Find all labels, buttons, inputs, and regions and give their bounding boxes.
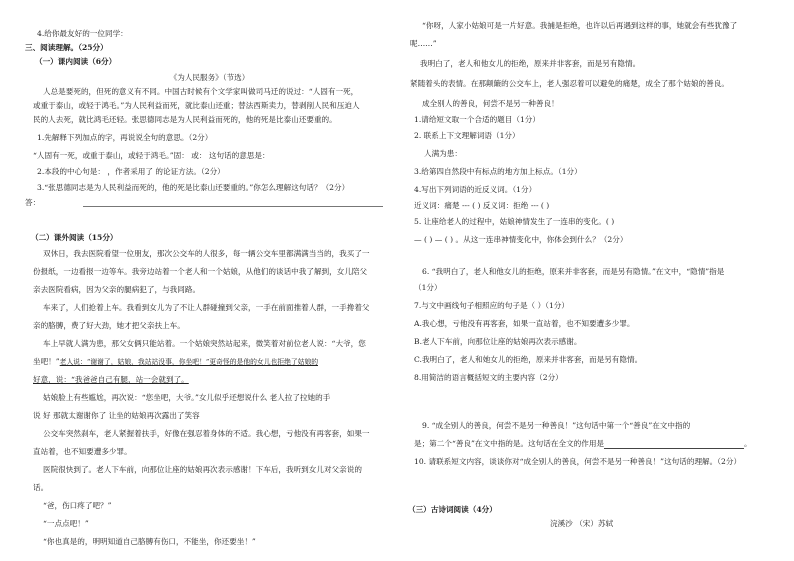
question-line: 近义词：痛楚 --- ( ) 反义词：拒绝 --- ( ) xyxy=(414,201,550,210)
passage-line: 车来了，人们抢着上车。我看到女儿为了不让人群碰撞到父亲，一手在前面推着人群，一手搀着父 xyxy=(43,303,370,312)
answer-line xyxy=(83,206,383,207)
question-item: 4.给你最友好的一位同学： xyxy=(37,29,128,38)
passage-line: 话。 xyxy=(33,483,49,492)
passage-line: 公交车突然刹车，老人紧握着扶手，好像在强忍着身体的不适。我心想，亏他没有再客套，如果一 xyxy=(43,429,370,438)
option-a: A.我心想，亏他没有再客套，如果一直站着，也不知要遭多少罪。 xyxy=(414,319,635,328)
underlined-sentence: 好意，说：“我爸爸自己有腿，站一会就到了。 xyxy=(33,375,189,384)
subsection-heading: （三）古诗词阅读（4分） xyxy=(408,505,497,514)
question-item: 7.与文中画线句子相照应的句子是（ ）（1分） xyxy=(414,301,569,310)
question-item: 3.“张思德同志是为人民利益而死的，他的死是比泰山还要重的。”你怎么理解这句话？（2分） xyxy=(37,183,350,192)
question-item: 1.先解释下列加点的字，再说说全句的意思。（2分） xyxy=(37,133,213,142)
passage-text: 坐吧！” xyxy=(33,357,60,366)
passage-line: 成全别人的善良，何尝不是另一种善良！ xyxy=(422,99,559,108)
dialogue-line: “一点点吧！” xyxy=(43,519,89,528)
question-item: 2.本段的中心句是： ，作者采用了 的论证方法。（2分） xyxy=(37,167,225,176)
question-item: 10. 请联系短文内容，谈谈你对“成全别人的善良，何尝不是另一种善良！”这句话的理解。（2分） xyxy=(414,457,742,466)
passage-line xyxy=(33,356,318,367)
question-line: 人满为患： xyxy=(424,149,462,158)
passage-line: 民的人去死，就比鸿毛还轻。张思德同志是为人民利益而死的，他的死是比泰山还要重的。 xyxy=(33,115,337,124)
passage-line: 医院很快到了。老人下车前，向那位让座的姑娘再次表示感谢！下车后，我听到女儿对父亲说的 xyxy=(43,465,362,474)
passage-line: 姑娘脸上有些尴尬，再次说：“您坐吧，大爷。”女儿似乎还想说什么 老人拉了拉她的手 xyxy=(43,393,331,402)
passage-line: 亲的胳膊，费了好大劲，她才把父亲扶上车。 xyxy=(33,321,185,330)
passage-line: 人总是要死的，但死的意义有不同。中国古时候有个文学家叫做司马迁的说过：“人固有一死， xyxy=(43,87,359,96)
passage-line: 直站着，也不知要遭多少罪。 xyxy=(33,447,132,456)
question-line: “人固有一死，或重于泰山，或轻于鸿毛。”固： 或： 这句话的意思是： xyxy=(33,151,270,160)
question-line: — ( ) — ( ) 。从这一连串神情变化中，你体会到什么？（2分） xyxy=(414,235,628,244)
passage-line: “你呀，人家小姑娘可是一片好意。我捕是拒绝，也许以后再遇到这样的事，她就会有些犹豫了 xyxy=(422,21,738,30)
passage-line: 我明白了，老人和他女儿的拒绝，原来并非客套，而是另有隐情。 xyxy=(420,59,641,68)
option-c: C.我明白了，老人和她女儿的拒绝，原来并非客套，而是另有隐情。 xyxy=(414,355,643,364)
section-heading: 三、阅读理解。（25分） xyxy=(25,43,108,52)
question-item: 3.给第四自然段中有标点的地方加上标点。（1分） xyxy=(414,167,582,176)
passage-title: 《为人民服务》（节选） xyxy=(169,73,250,82)
passage-line: 紧随着头的表情。在那颠簸的公交车上，老人强忍着可以避免的痛楚，成全了那个姑娘的善良。 xyxy=(410,79,729,88)
underlined-sentence: 老人说：“谢谢了，姑娘，我站站没事，你坐吧！”更奇怪的是他的女儿也拒绝了姑娘的 xyxy=(59,358,319,366)
subsection-heading: （二）课外阅读（15分） xyxy=(31,233,118,242)
option-b: B.老人下车前，向那位让座的姑娘再次表示感谢。 xyxy=(414,337,582,346)
question-item: 9. “成全别人的善良，何尝不是另一种善良！”这句话中第一个“善良”在文中指的 xyxy=(422,421,691,430)
passage-line: 车上早就人满为患，那父女俩只能站着。一个姑娘突然站起来，微笑着对前位老人说：“大爷，您 xyxy=(43,339,366,348)
question-item: 1.请给短文取一个合适的题目（1分） xyxy=(414,115,540,124)
question-item: 2. 联系上下文理解词语（1分） xyxy=(414,131,520,140)
answer-label: 答： xyxy=(25,198,41,207)
dialogue-line: “爸，伤口疼了吧？” xyxy=(43,501,112,510)
question-line: 是；第二个“善良”在文中指的是。这句话在全文的作用是 。 xyxy=(414,439,752,448)
question-line: （1分） xyxy=(414,283,442,292)
dialogue-line: “你也真是的，明明知道自己胳膊有伤口，不能坐，你还要坐！” xyxy=(43,537,256,546)
question-item: 4.写出下列词语的近反义词。（1分） xyxy=(414,185,537,194)
question-item: 5. 让座给老人的过程中，姑娘神情发生了一连串的变化。( ) xyxy=(414,217,615,226)
subsection-heading: （一）课内阅读（6分） xyxy=(35,57,117,66)
question-item: 6. “我明白了，老人和他女儿的拒绝，原来并非客套，而是另有隐情。”在文中，“隐情”指是 xyxy=(422,267,725,276)
passage-line: 双休日，我去医院看望一位朋友，那次公交车的人很多，每一辆公交车里都满满当当的，我买了一 xyxy=(43,249,370,258)
passage-line: 或重于泰山，或轻于鸿毛。”为人民利益而死，就比泰山还重；替法西斯卖力，替剥削人民和压迫人 xyxy=(33,101,360,110)
poem-title: 浣溪沙 （宋）苏轼 xyxy=(550,519,614,528)
passage-line: 说 好 那就太谢谢你了 让坐的姑娘再次露出了笑容 xyxy=(33,411,200,420)
passage-line: 份报纸，一边看报一边等车。我旁边站着一个老人和一个姑娘，从他们的谈话中我了解到，女儿陪父 xyxy=(33,267,368,276)
passage-line: 亲去医院看病，因为父亲的腿病犯了，与我同路。 xyxy=(33,285,201,294)
question-text: 是；第二个“善良”在文中指的是。这句话在全文的作用是 xyxy=(414,439,605,448)
answer-blank xyxy=(604,440,744,449)
passage-line: 呢……” xyxy=(410,39,437,48)
question-item: 8.用简洁的语言概括短文的主要内容（2分） xyxy=(414,373,563,382)
